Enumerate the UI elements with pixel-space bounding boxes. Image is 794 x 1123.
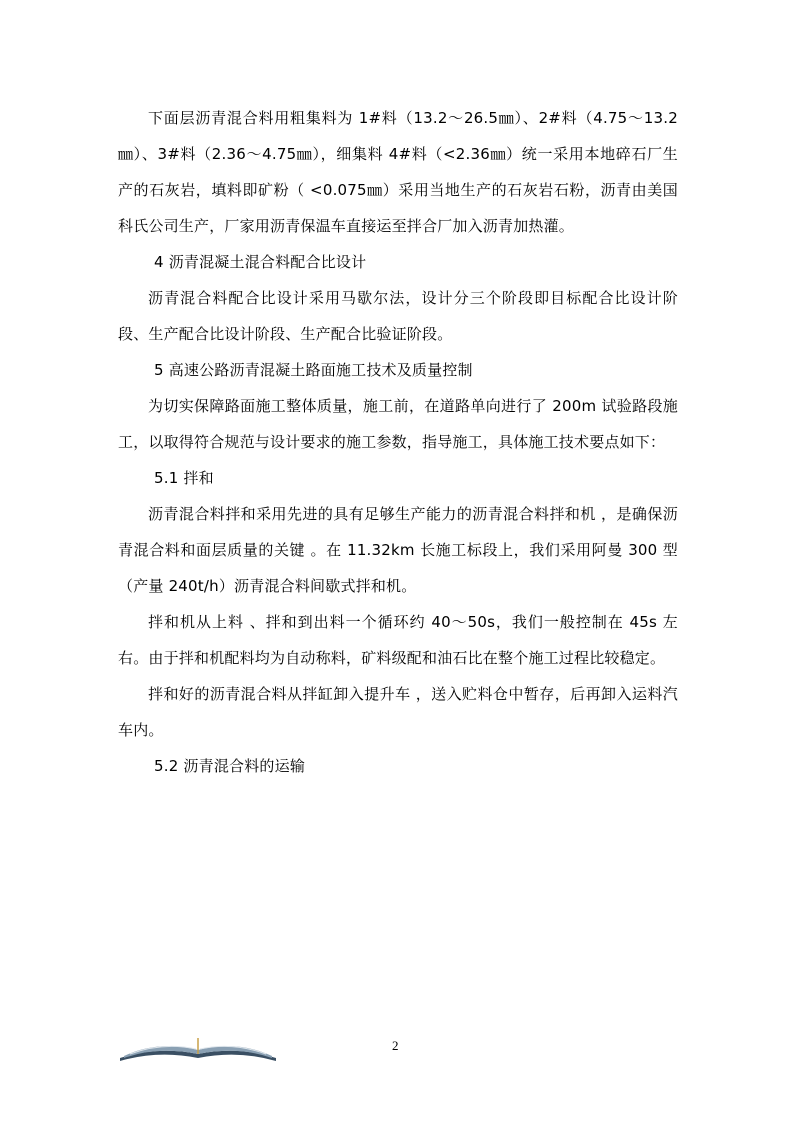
- page-footer: [0, 1030, 794, 1070]
- paragraph-mixing-cycle: 拌和机从上料 、拌和到出料一个循环约 40～50s，我们一般控制在 45s 左右。由于拌和机配料均为自动称料，矿料级配和油石比在整个施工过程比较稳定。: [118, 613, 678, 667]
- paragraph-mixing-plant: 沥青混合料拌和采用先进的具有足够生产能力的沥青混合料拌和机 ，是确保沥青混合料和面层质量的关键 。在 11.32km 长施工标段上，我们采用阿曼 300 型（产量 240t/h）沥青混合料间歇式拌和机。: [118, 505, 678, 595]
- paragraph-trial-section: 为切实保障路面施工整体质量，施工前，在道路单向进行了 200m 试验路段施工，以取得符合规范与设计要求的施工参数，指导施工，具体施工技术要点如下：: [118, 397, 678, 451]
- paragraph-storage: 拌和好的沥青混合料从拌缸卸入提升车 ，送入贮料仓中暂存，后再卸入运料汽车内。: [118, 685, 678, 739]
- section-heading-5-2: 5.2 沥青混合料的运输: [154, 757, 306, 775]
- section-heading-4: 4 沥青混凝土混合料配合比设计: [154, 253, 367, 271]
- section-heading-5-1: 5.1 拌和: [154, 469, 214, 487]
- paragraph-aggregates: 下面层沥青混合料用粗集料为 1#料（13.2～26.5㎜）、2#料（4.75～13.2㎜）、3#料（2.36～4.75㎜），细集料 4#料（<2.36㎜）统一采用本地碎石厂生产的石灰岩，填料即矿粉（ <0.075㎜）采用当地生产的石灰岩石粉，沥青由美国科氏公司生产，厂家用沥青保温车直接运至拌合厂加入沥青加热灌。: [118, 109, 678, 235]
- page-number: 2: [392, 1038, 399, 1053]
- open-book-icon: [118, 1032, 278, 1062]
- document-body: [118, 100, 678, 784]
- section-heading-5: 5 高速公路沥青混凝土路面施工技术及质量控制: [154, 361, 473, 379]
- paragraph-mix-design: 沥青混合料配合比设计采用马歇尔法，设计分三个阶段即目标配合比设计阶段、生产配合比设计阶段、生产配合比验证阶段。: [118, 289, 678, 343]
